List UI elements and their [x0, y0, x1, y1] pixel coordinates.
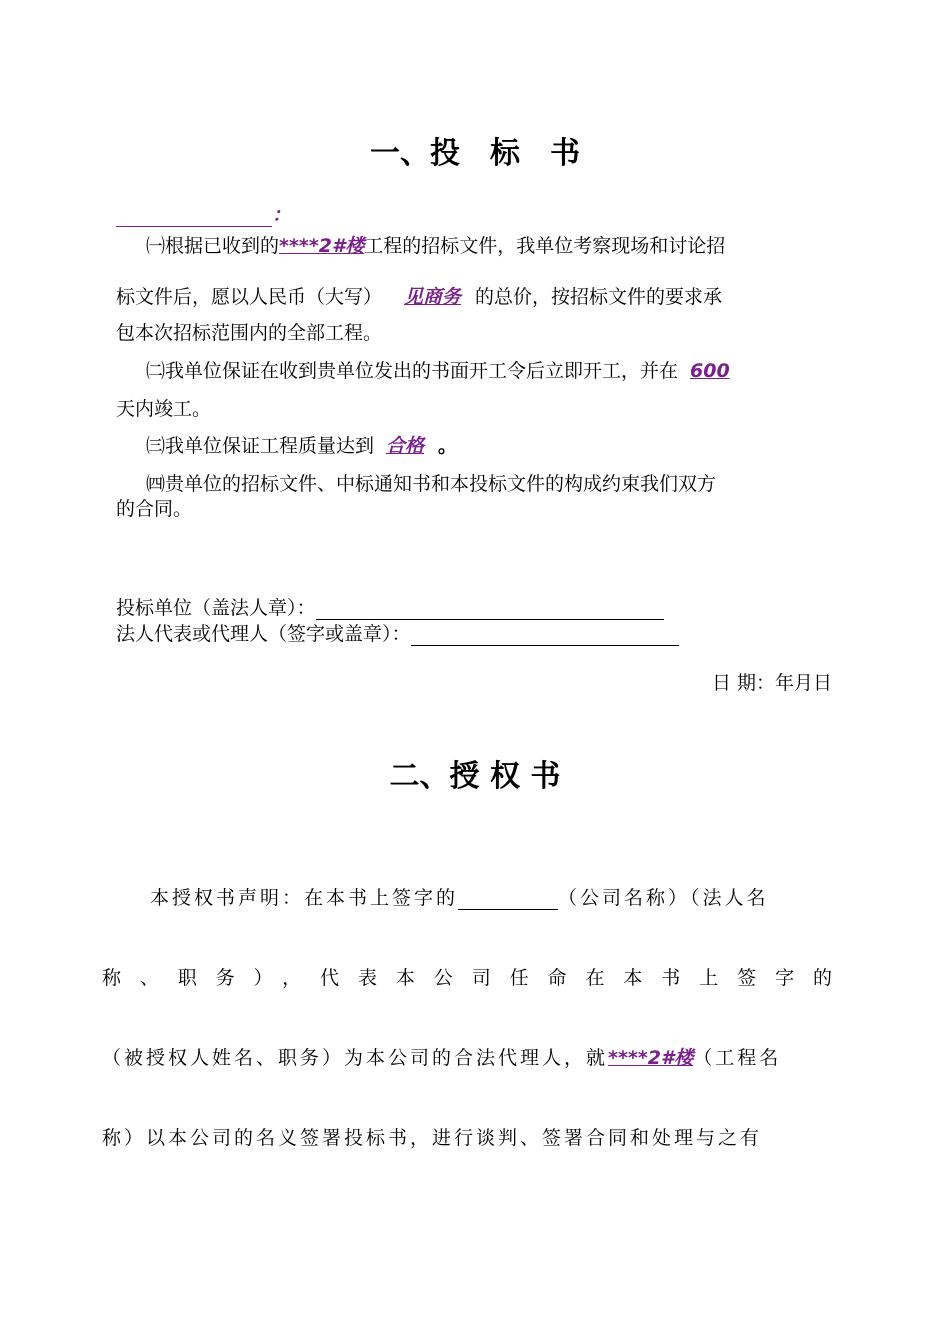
- p2-line1: [116, 359, 832, 383]
- auth-line1: [102, 886, 832, 910]
- auth-l3-project: ****2#楼: [608, 1047, 694, 1069]
- p3-quality: 合格: [386, 435, 425, 457]
- p2-prefix: ㈡我单位保证在收到贵单位发出的书面开工令后立即开工，并在: [146, 360, 679, 382]
- section1-title: 一、投 标 书: [370, 136, 580, 171]
- addressee-blank: [116, 210, 272, 227]
- p1-suffix: 工程的招标文件，我单位考察现场和讨论招: [364, 235, 726, 257]
- p1-line2-suffix: 的总价，按招标文件的要求承: [475, 286, 723, 308]
- p4-line2: 的合同。: [116, 498, 193, 520]
- sign-rep-line: [116, 622, 832, 646]
- p1-project-name: ****2#楼: [279, 235, 365, 257]
- auth-l1-suffix: （公司名称）（法人名: [558, 887, 769, 909]
- auth-l3-suffix: （工程名: [693, 1047, 782, 1069]
- auth-l1-prefix: 本授权书声明：在本书上签字的: [150, 887, 459, 909]
- p3-prefix: ㈢我单位保证工程质量达到: [146, 435, 375, 457]
- p1-prefix: ㈠根据已收到的: [146, 235, 280, 257]
- p3-line: [116, 434, 832, 458]
- p1-line1: [116, 234, 832, 258]
- sign-bidder-blank: [316, 601, 664, 620]
- p1-line2: [116, 285, 832, 309]
- addressee-line: [116, 203, 832, 227]
- section2-title: 二、授 权 书: [389, 759, 561, 794]
- p1-line2-prefix: 标文件后，愿以人民币（大写）: [116, 286, 383, 308]
- auth-line3: [102, 1046, 832, 1070]
- date-line: 日 期：年月日: [711, 672, 832, 694]
- p2-line2: 天内竣工。: [116, 398, 212, 420]
- auth-l3-prefix: （被授权人姓名、职务）为本公司的合法代理人，就: [102, 1047, 609, 1069]
- auth-line2: 称、职务），代表本公司任命在本书上签字的: [102, 967, 832, 989]
- p3-suffix: 。: [438, 435, 458, 457]
- company-blank: [458, 891, 558, 910]
- addressee-colon: ：: [272, 204, 292, 226]
- sign-rep-label: 法人代表或代理人（签字或盖章）：: [116, 623, 411, 645]
- sign-bidder-line: [116, 596, 832, 620]
- auth-line4: 称）以本公司的名义签署投标书，进行谈判、签署合同和处理与之有: [102, 1127, 763, 1149]
- p4-line1: ㈣贵单位的招标文件、中标通知书和本投标文件的构成约束我们双方: [146, 473, 717, 495]
- p1-line3: 包本次招标范围内的全部工程。: [116, 322, 383, 344]
- sign-bidder-label: 投标单位（盖法人章）：: [116, 597, 316, 619]
- sign-rep-blank: [411, 627, 679, 646]
- p1-amount: 见商务: [404, 286, 462, 308]
- p2-days: 600: [690, 360, 730, 382]
